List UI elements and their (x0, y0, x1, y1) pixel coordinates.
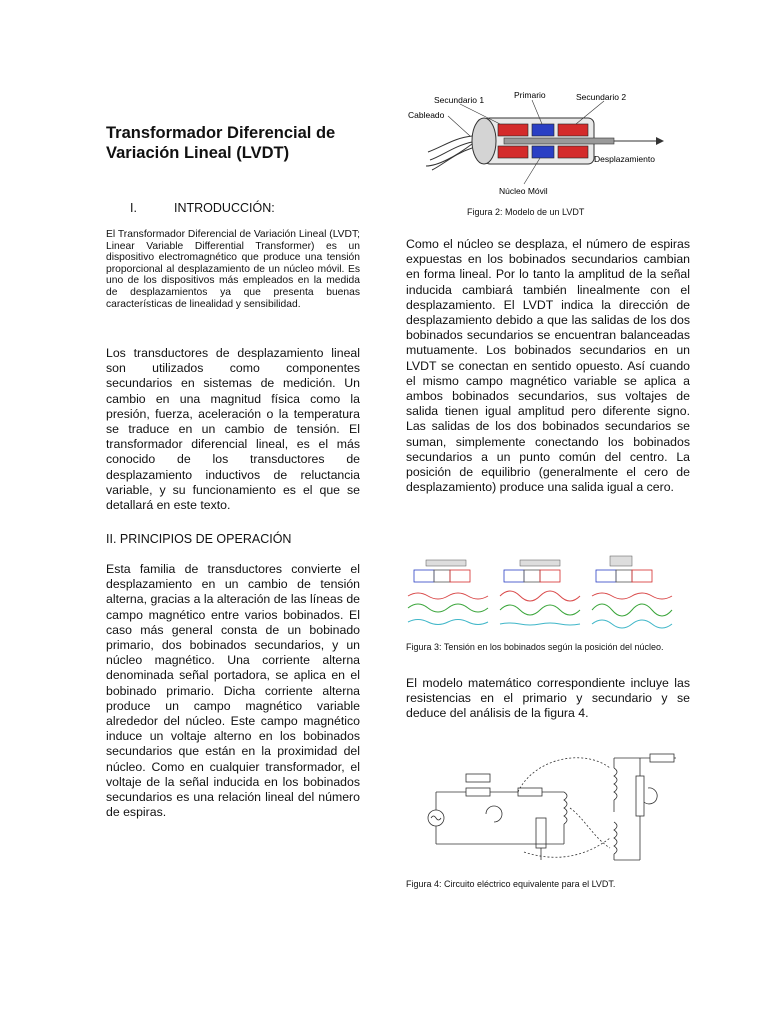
coil-secondary-2-bottom (558, 146, 588, 158)
coil-primary-bottom (532, 146, 554, 158)
section-1-number: I. (130, 201, 137, 215)
label-secundario-2: Secundario 2 (576, 92, 627, 102)
label-desplazamiento: Desplazamiento (594, 154, 655, 164)
page-title: Transformador Diferencial de Variación Lineal (LVDT) (106, 124, 336, 162)
figure-3-caption: Figura 3: Tensión en los bobinados según la posición del núcleo. (406, 642, 664, 652)
equivalent-circuit-schematic (414, 748, 684, 866)
panel-right (592, 556, 672, 628)
coil-primary-top (532, 124, 554, 136)
label-nucleo-movil: Núcleo Móvil (499, 186, 548, 196)
paragraph-core-displacement: Como el núcleo se desplaza, el número de espiras expuestas en los bobinados secundarios cambian en forma lineal. Por lo tanto la amplitud de la señal inducida cambiará también linealmente con el desplazamiento. El LVDT indica la dirección de desplazamiento debido a que las salidas de los dos bobinados secundarios se encuentran balanceadas mutuamente. Los bobinados secundarios en un LVDT se conectan en sentido opuesto. Así cuando el mismo campo magnético variable se aplica a ambos bobinados secundarios, sus voltajes de salida tienen igual amplitud pero diferente signo. Las salidas de los dos bobinados secundarios se suman, simplemente conectando los bobinados secundarios a un punto común del centro. La posición de equilibrio (generalmente el cero de desplazamiento) produce una salida igual a cero. (406, 237, 690, 495)
lvdt-model-illustration (404, 86, 694, 202)
paragraph-operation: Esta familia de transductores convierte el desplazamiento en un cambio de tensión alterna, gracias a la alteración de las líneas de campo magnético entre varios bobinados. El caso más general consta de un bobinado primario, dos bobinados secundarios, y un núcleo magnético. Una corriente alterna denominada señal portadora, se aplica en el bobinado primario. Dicha corriente alterna produce un campo magnético variable alrededor del núcleo. Este campo magnético induce un voltaje alterno en los bobinados secundarios que están en la proximidad del núcleo. Como en cualquier transformador, el voltaje de la señal inducida en los bobinados secundarios es una relación lineal del número de espiras. (106, 562, 360, 820)
figure-4-equivalent-circuit (414, 748, 684, 866)
section-1-title: INTRODUCCIÓN: (174, 201, 275, 215)
panel-middle (500, 560, 580, 625)
panel-left (408, 560, 488, 625)
label-secundario-1: Secundario 1 (434, 95, 485, 105)
section-2-heading: II. PRINCIPIOS DE OPERACIÓN (106, 532, 292, 546)
intro-paragraph: El Transformador Diferencial de Variación Lineal (LVDT; Linear Variable Differential Transformer) es un dispositivo electromagnético que produce una tensión proporcional al desplazamiento de un núcleo móvil. Es uno de los dispositivos más empleados en la medida de desplazamientos ya que presenta buenas características de linealidad y sensibilidad. (106, 229, 360, 310)
label-primario: Primario (514, 90, 546, 100)
figure-3-voltages (404, 552, 694, 638)
label-cableado: Cableado (408, 110, 445, 120)
coil-secondary-1-bottom (498, 146, 528, 158)
section-1-heading (130, 201, 275, 215)
figure-2-lvdt-model (404, 86, 694, 202)
figure-2-caption: Figura 2: Modelo de un LVDT (467, 207, 585, 217)
moving-core (504, 138, 614, 144)
coil-secondary-2-top (558, 124, 588, 136)
figure-4-caption: Figura 4: Circuito eléctrico equivalente para el LVDT. (406, 879, 616, 889)
paragraph-transducers: Los transductores de desplazamiento lineal son utilizados como componentes secundarios en sistemas de medición. Un cambio en una magnitud física como la presión, fuerza, aceleración o la temperatura se traduce en un cambio de tensión. El transformador diferencial lineal, es el más conocido de los transductores de desplazamiento inductivos de reluctancia variable, y su funcionamiento es el que se detallará en este texto. (106, 346, 360, 513)
paragraph-math-model: El modelo matemático correspondiente incluye las resistencias en el primario y secundario y se deduce del análisis de la figura 4. (406, 676, 690, 721)
coil-secondary-1-top (498, 124, 528, 136)
voltage-waveforms-illustration (404, 552, 694, 638)
